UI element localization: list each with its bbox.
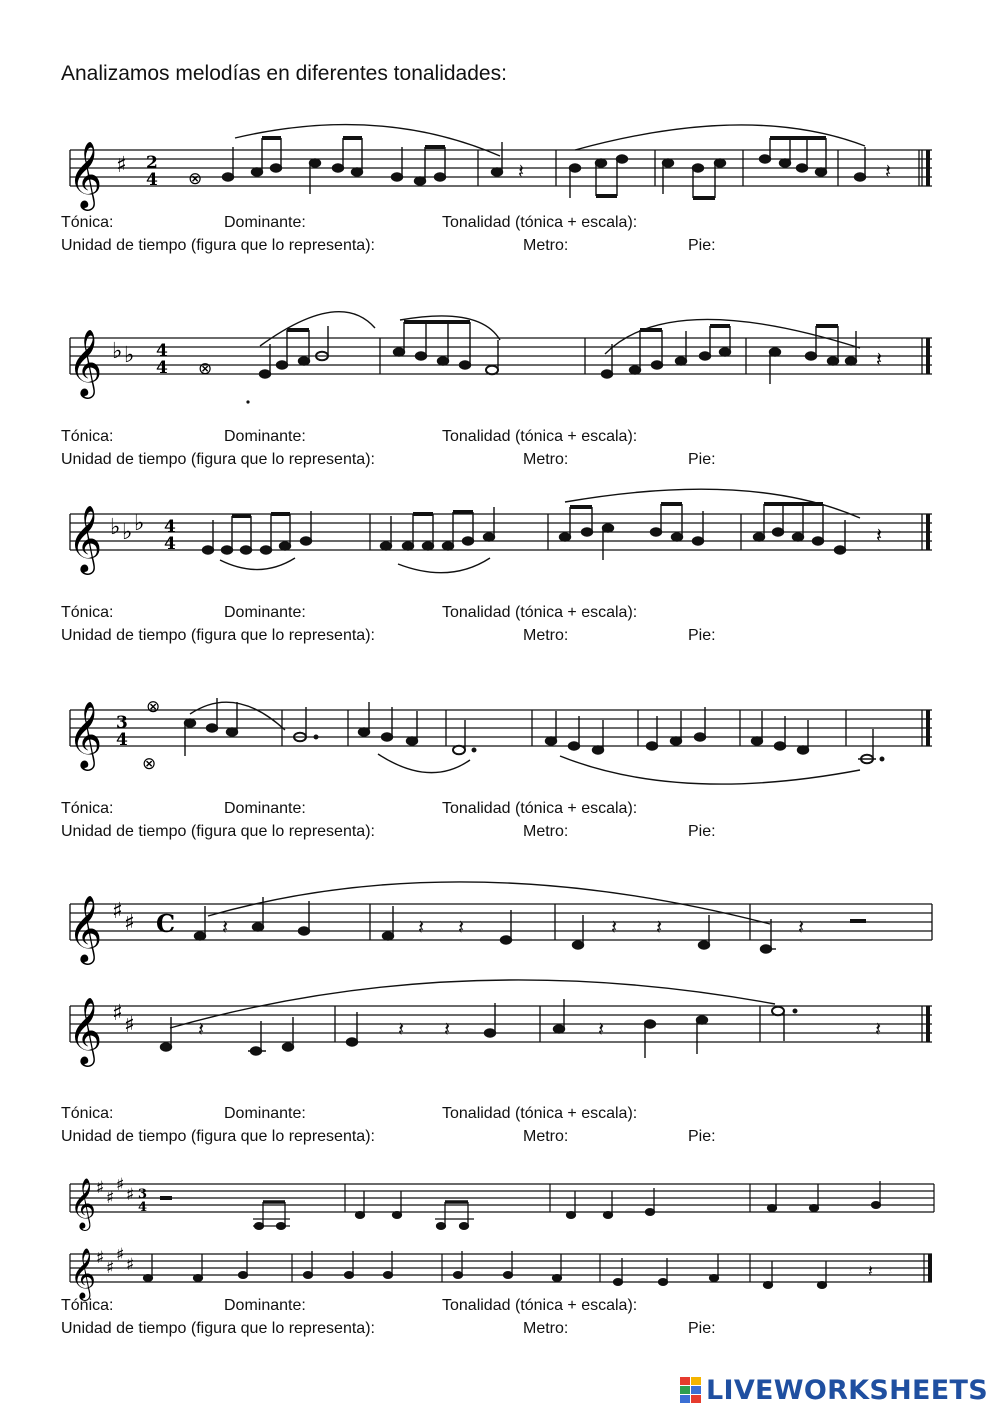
music-staff [60, 1236, 940, 1299]
question-row [61, 428, 941, 472]
question-row [61, 604, 941, 648]
svg-text:♭: ♭ [112, 339, 123, 364]
svg-text:♭: ♭ [124, 343, 135, 368]
svg-text:4: 4 [164, 517, 176, 537]
pie-label: Pie: [688, 823, 716, 840]
metro-label: Metro: [523, 627, 569, 644]
svg-text:♯: ♯ [116, 1245, 125, 1265]
svg-text:♯: ♯ [124, 911, 135, 936]
metro-label: Metro: [523, 1128, 569, 1145]
svg-text:♯: ♯ [126, 1255, 135, 1275]
svg-text:4: 4 [146, 170, 158, 190]
svg-text:⊗: ⊗ [146, 697, 161, 717]
unidad-label: Unidad de tiempo (figura que lo representa): [61, 1320, 375, 1337]
tonalidad-label: Tonalidad (tónica + escala): [442, 800, 638, 817]
dominante-label: Dominante: [224, 604, 306, 621]
svg-text:♭: ♭ [122, 520, 133, 545]
svg-text:⊗: ⊗ [188, 169, 203, 189]
svg-text:♯: ♯ [96, 1178, 105, 1198]
unidad-label: Unidad de tiempo (figura que lo representa): [61, 1128, 375, 1145]
svg-text:𝄽: 𝄽 [398, 1017, 405, 1041]
tonica-label: Tónica: [61, 214, 114, 231]
svg-text:3: 3 [138, 1187, 148, 1202]
music-staff [60, 986, 940, 1076]
pie-label: Pie: [688, 1128, 716, 1145]
svg-text:⊗: ⊗ [142, 754, 157, 774]
svg-text:♯: ♯ [106, 1258, 115, 1278]
svg-text:𝄞: 𝄞 [68, 700, 103, 768]
svg-text:𝄽: 𝄽 [222, 915, 229, 939]
svg-text:4: 4 [116, 730, 128, 750]
svg-text:♯: ♯ [106, 1188, 115, 1208]
question-row [61, 214, 941, 258]
unidad-label: Unidad de tiempo (figura que lo representa): [61, 627, 375, 644]
music-staff [60, 1166, 940, 1238]
music-staff [60, 692, 940, 784]
svg-text:♭: ♭ [110, 515, 121, 540]
music-staff [60, 318, 940, 408]
svg-text:𝄽: 𝄽 [875, 1017, 882, 1041]
svg-text:♭: ♭ [134, 511, 145, 536]
svg-text:𝄽: 𝄽 [611, 915, 618, 939]
svg-text:♯: ♯ [112, 1001, 123, 1026]
tonalidad-label: Tonalidad (tónica + escala): [442, 604, 638, 621]
svg-text:𝄞: 𝄞 [68, 894, 103, 962]
svg-text:2: 2 [146, 153, 158, 173]
svg-text:𝄽: 𝄽 [876, 523, 883, 547]
page-title: Analizamos melodías en diferentes tonalidades: [61, 62, 507, 85]
svg-text:𝄞: 𝄞 [70, 1248, 97, 1299]
svg-text:𝄽: 𝄽 [518, 159, 525, 183]
question-row [61, 1105, 941, 1149]
pie-label: Pie: [688, 1320, 716, 1337]
question-row [61, 800, 941, 844]
svg-text:𝄽: 𝄽 [444, 1017, 451, 1041]
svg-text:𝄞: 𝄞 [68, 140, 103, 208]
svg-text:𝄞: 𝄞 [68, 328, 103, 396]
question-row [61, 1297, 941, 1341]
svg-text:𝄽: 𝄽 [458, 915, 465, 939]
unidad-label: Unidad de tiempo (figura que lo representa): [61, 451, 375, 468]
tonica-label: Tónica: [61, 800, 114, 817]
svg-text:𝄽: 𝄽 [868, 1261, 873, 1280]
svg-text:𝄞: 𝄞 [68, 996, 103, 1064]
dominante-label: Dominante: [224, 214, 306, 231]
metro-label: Metro: [523, 1320, 569, 1337]
dominante-label: Dominante: [224, 1297, 306, 1314]
brand-mark-icon [680, 1377, 702, 1403]
svg-text:4: 4 [164, 534, 176, 554]
tonalidad-label: Tonalidad (tónica + escala): [442, 1105, 638, 1122]
svg-text:𝄽: 𝄽 [598, 1017, 605, 1041]
svg-text:𝄽: 𝄽 [798, 915, 805, 939]
svg-text:𝄽: 𝄽 [418, 915, 425, 939]
svg-text:𝄽: 𝄽 [656, 915, 663, 939]
tonica-label: Tónica: [61, 604, 114, 621]
svg-text:♯: ♯ [124, 1013, 135, 1038]
svg-text:𝄞: 𝄞 [70, 1178, 97, 1229]
tonalidad-label: Tonalidad (tónica + escala): [442, 1297, 638, 1314]
svg-text:♯: ♯ [96, 1248, 105, 1268]
metro-label: Metro: [523, 451, 569, 468]
pie-label: Pie: [688, 627, 716, 644]
svg-text:C: C [156, 909, 176, 938]
metro-label: Metro: [523, 823, 569, 840]
dominante-label: Dominante: [224, 428, 306, 445]
dominante-label: Dominante: [224, 800, 306, 817]
svg-text:4: 4 [156, 341, 168, 361]
svg-text:♯: ♯ [112, 899, 123, 924]
tonalidad-label: Tonalidad (tónica + escala): [442, 214, 638, 231]
svg-text:𝄞: 𝄞 [68, 504, 103, 572]
dominante-label: Dominante: [224, 1105, 306, 1122]
unidad-label: Unidad de tiempo (figura que lo representa): [61, 237, 375, 254]
svg-text:⊗: ⊗ [198, 359, 213, 379]
svg-text:𝄽: 𝄽 [876, 347, 883, 371]
tonica-label: Tónica: [61, 1105, 114, 1122]
svg-text:𝄽: 𝄽 [198, 1017, 205, 1041]
tonica-label: Tónica: [61, 1297, 114, 1314]
brand-name: LIVEWORKSHEETS [705, 1374, 988, 1406]
svg-text:𝄽: 𝄽 [885, 159, 892, 183]
tonica-label: Tónica: [61, 428, 114, 445]
metro-label: Metro: [523, 237, 569, 254]
svg-text:4: 4 [156, 358, 168, 378]
music-staff [60, 884, 940, 974]
svg-text:♯: ♯ [116, 153, 127, 178]
pie-label: Pie: [688, 451, 716, 468]
svg-text:♯: ♯ [116, 1175, 125, 1195]
pie-label: Pie: [688, 237, 716, 254]
brand-logo [680, 1374, 988, 1406]
svg-text:3: 3 [116, 713, 128, 733]
svg-text:4: 4 [138, 1200, 148, 1215]
music-staff [60, 132, 940, 212]
tonalidad-label: Tonalidad (tónica + escala): [442, 428, 638, 445]
svg-text:♯: ♯ [126, 1185, 135, 1205]
music-staff [60, 492, 940, 582]
unidad-label: Unidad de tiempo (figura que lo representa): [61, 823, 375, 840]
